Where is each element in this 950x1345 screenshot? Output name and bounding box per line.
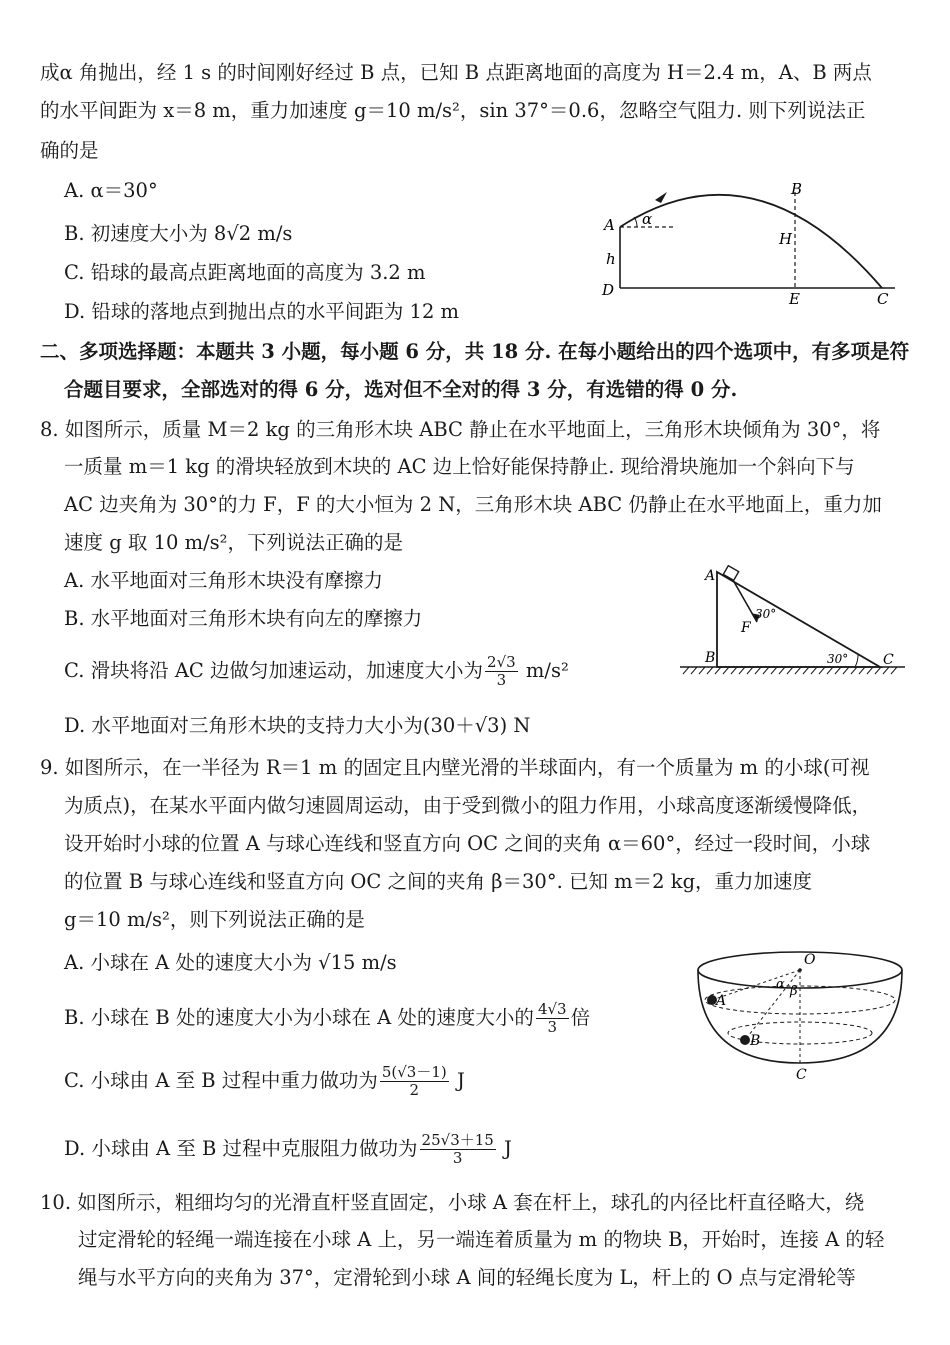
q8-option-c-fraction: $\frac{2√3}{3}$ [487, 653, 516, 689]
q7-label-alpha: α [642, 210, 653, 228]
q9-option-d: D. 小球由 A 至 B 过程中克服阻力做功为 $\frac{25√3+15}{3}$ J [64, 1131, 512, 1167]
q9-option-d-fraction: $\frac{25√3+15}{3}$ [421, 1131, 494, 1167]
trajectory-curve [620, 195, 882, 288]
q10-stem-line2: 过定滑轮的轻绳一端连接在小球 A 上，另一端连着质量为 m 的物块 B，开始时，连接 A 的轻 [78, 1228, 885, 1251]
q8-label-c: C [883, 652, 894, 668]
q8-stem-line3: AC 边夹角为 30°的力 F，F 的大小恒为 2 N，三角形木块 ABC 仍静止在水平地面上，重力加 [64, 493, 882, 516]
q9-stem-line3: 设开始时小球的位置 A 与球心连线和竖直方向 OC 之间的夹角 α＝60°，经过一段时间，小球 [64, 832, 871, 855]
q7-option-d: D. 铅球的落地点到抛出点的水平间距为 12 m [64, 300, 460, 323]
q8-incline-figure [675, 560, 910, 685]
q8-label-angle1: 30° [755, 607, 777, 621]
q7-option-a: A. α＝30° [64, 179, 158, 202]
q7-label-h: h [606, 250, 616, 268]
q8-option-b: B. 水平地面对三角形木块有向左的摩擦力 [64, 607, 423, 630]
q9-option-c: C. 小球由 A 至 B 过程中重力做功为 $\frac{5(√3-1)}{2}$ J [64, 1063, 465, 1099]
q10-stem-line1: 10. 如图所示，粗细均匀的光滑直杆竖直固定，小球 A 套在杆上，球孔的内径比杆直径略大，绕 [40, 1191, 865, 1214]
radius-ob [745, 970, 800, 1040]
section2-heading-line2: 合题目要求，全部选对的得 6 分，选对但不全对的得 3 分，有选错的得 0 分. [64, 378, 738, 401]
q9-label-o: O [804, 952, 816, 968]
q9-label-a: A [716, 993, 727, 1009]
q8-option-a: A. 水平地面对三角形木块没有摩擦力 [64, 569, 383, 592]
q7-trajectory-figure [595, 170, 905, 310]
q9-label-b: B [750, 1033, 761, 1049]
q9-label-alpha: α [776, 977, 785, 992]
arrow-icon [655, 192, 667, 203]
q7-label-big-h: H [779, 230, 793, 248]
q9-option-b-fraction: $\frac{4√3}{3}$ [537, 1000, 567, 1036]
q8-stem-line2: 一质量 m＝1 kg 的滑块轻放到木块的 AC 边上恰好能保持静止. 现给滑块施加一个斜向下与 [64, 455, 855, 478]
q9-stem-line2: 为质点)，在某水平面内做匀速圆周运动，由于受到微小的阻力作用，小球高度逐渐缓慢降低， [64, 794, 872, 817]
q7-option-c: C. 铅球的最高点距离地面的高度为 3.2 m [64, 261, 426, 284]
ball-b [740, 1035, 750, 1045]
q9-option-c-fraction: $\frac{5(√3-1)}{2}$ [381, 1063, 447, 1099]
q9-label-beta: β [790, 984, 798, 999]
q8-stem-line1: 8. 如图所示，质量 M＝2 kg 的三角形木块 ABC 静止在水平地面上，三角形木块倾角为 30°，将 [40, 418, 881, 441]
q7-label-d: D [602, 281, 615, 299]
q7-label-a: A [604, 216, 615, 234]
q7-label-e: E [789, 290, 800, 308]
q9-stem-line1: 9. 如图所示，在一半径为 R＝1 m 的固定且内壁光滑的半球面内，有一个质量为 m 的小球(可视 [40, 756, 870, 779]
q9-stem-line5: g＝10 m/s²，则下列说法正确的是 [64, 908, 365, 931]
q7-stem-line3: 确的是 [40, 139, 99, 162]
q8-label-angle2: 30° [827, 652, 849, 666]
q8-option-d: D. 水平地面对三角形木块的支持力大小为(30＋√3) N [64, 714, 531, 737]
q8-label-a: A [705, 568, 716, 584]
q8-stem-line4: 速度 g 取 10 m/s²，下列说法正确的是 [64, 531, 403, 554]
q8-option-c: C. 滑块将沿 AC 边做匀加速运动，加速度大小为 $\frac{2√3}{3}$ m/s² [64, 653, 569, 689]
q7-stem-line1: 成α 角抛出，经 1 s 的时间刚好经过 B 点，已知 B 点距离地面的高度为 H＝2.4 m，A、B 两点 [40, 61, 872, 84]
q8-label-f: F [741, 620, 751, 636]
q7-option-b: B. 初速度大小为 8√2 m/s [64, 222, 293, 245]
q9-label-c: C [796, 1067, 807, 1083]
floor-hatching [683, 667, 897, 674]
q9-stem-line4: 的位置 B 与球心连线和竖直方向 OC 之间的夹角 β＝30°. 已知 m＝2 kg，重力加速度 [64, 870, 813, 893]
q7-stem-line2: 的水平间距为 x＝8 m，重力加速度 g＝10 m/s²，sin 37°＝0.6，忽略空气阻力. 则下列说法正 [40, 99, 866, 122]
q9-option-b: B. 小球在 B 处的速度大小为小球在 A 处的速度大小的 $\frac{4√3}{3}$ 倍 [64, 1000, 591, 1036]
q8-label-b: B [705, 650, 716, 666]
q7-label-b: B [791, 180, 803, 198]
q9-bowl-figure [690, 945, 915, 1085]
q9-option-a: A. 小球在 A 处的速度大小为 √15 m/s [64, 951, 397, 974]
q7-label-c: C [877, 290, 889, 308]
section2-heading-line1: 二、多项选择题：本题共 3 小题，每小题 6 分，共 18 分. 在每小题给出的四个选项中，有多项是符 [40, 340, 910, 363]
slider-block [723, 566, 738, 581]
q10-stem-line3: 绳与水平方向的夹角为 37°，定滑轮到小球 A 间的轻绳长度为 L，杆上的 O 点与定滑轮等 [78, 1266, 856, 1289]
